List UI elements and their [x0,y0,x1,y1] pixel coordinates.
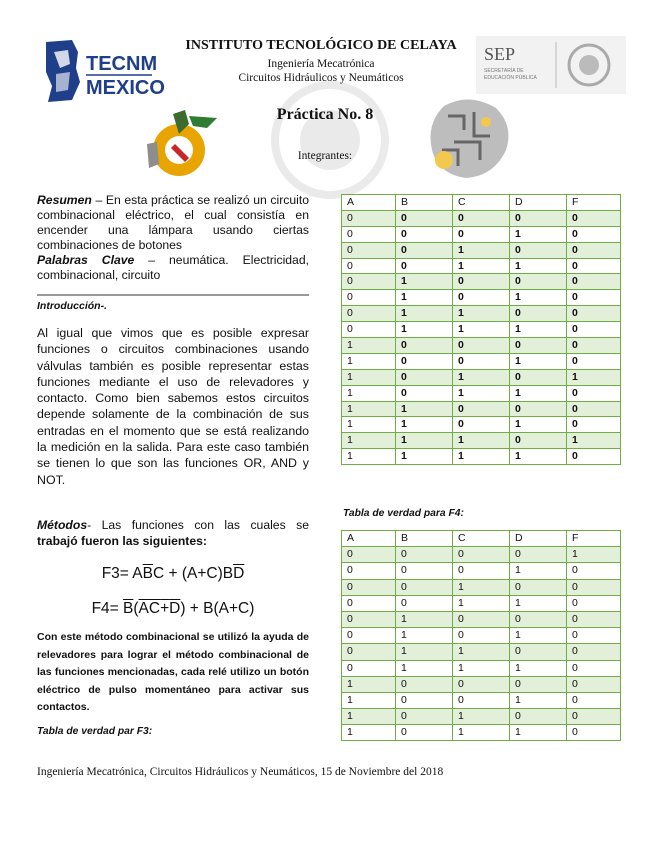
table-row [342,290,621,306]
table-cell: 1 [453,369,510,385]
table-cell: 0 [510,611,567,627]
table-cell: 0 [342,322,396,338]
table-cell: 0 [567,563,621,579]
table-cell: 0 [567,725,621,741]
table-cell: 0 [396,258,453,274]
methods-text: - Las funciones con las cuales se [87,518,309,532]
table-cell: 0 [567,644,621,660]
table-row [342,258,621,274]
section-divider [37,294,309,296]
table-cell: 1 [453,725,510,741]
table-cell: 1 [510,290,567,306]
table-cell: 0 [342,258,396,274]
table-cell: 1 [453,644,510,660]
table-cell: 0 [567,242,621,258]
table-cell: 0 [453,226,510,242]
table-cell: 0 [567,579,621,595]
table-cell: 1 [342,449,396,465]
table-cell: 0 [396,338,453,354]
abstract-text: – En esta práctica se realizó un circuito combinacional eléctrico, el cual consistía en encender una lámpara usando ciertas combinaciones de botones [37,193,309,252]
table-cell: 1 [342,417,396,433]
table-cell: 0 [453,338,510,354]
table-cell: 0 [453,274,510,290]
introduction-body: Al igual que vimos que es posible expresar funciones o circuitos combinaciones usando válvulas también es posible representar estas funciones mediante el uso de relevadores y contacto. Como bien sabemos estos circuitos depende solamente de la combinación de sus entradas en el momento que se está realizando la medición en la salida. Para este caso también se tienen lo que son las funciones OR, AND y NOT. [37,326,309,487]
table-cell: 1 [453,579,510,595]
table-row [342,692,621,708]
table-row [342,628,621,644]
table-cell: 0 [396,369,453,385]
table-cell: 1 [453,385,510,401]
table-row [342,595,621,611]
equation-f4: $F4= \overline{B}(AC+D) + B(A+C)$ [91,600,255,617]
table-cell: 0 [510,242,567,258]
table-cell: 0 [396,547,453,563]
table-row [342,322,621,338]
header-cell: C [453,195,510,211]
header-cell: F [567,531,621,547]
table-cell: 0 [342,628,396,644]
practice-title: Práctica No. 8 [276,106,374,123]
table-row [342,725,621,741]
methods-text-bold: trabajó fueron las siguientes: [37,534,207,548]
table-cell: 1 [510,628,567,644]
table-cell: 0 [342,290,396,306]
table-cell: 0 [396,595,453,611]
table-cell: 1 [453,433,510,449]
table-cell: 0 [567,306,621,322]
table-cell: 0 [453,401,510,417]
table-row [342,563,621,579]
table-cell: 0 [567,322,621,338]
table-cell: 0 [342,210,396,226]
table-cell: 0 [453,547,510,563]
table-cell: 1 [342,353,396,369]
table-cell: 0 [567,385,621,401]
table-cell: 1 [567,369,621,385]
table-cell: 0 [396,676,453,692]
table-row [342,449,621,465]
table-cell: 1 [396,306,453,322]
table-cell: 1 [567,433,621,449]
keywords-label: Palabras Clave [37,253,135,267]
table-cell: 1 [396,433,453,449]
header-cell: B [396,195,453,211]
table-row [342,226,621,242]
table-cell: 1 [510,449,567,465]
table-cell: 1 [396,660,453,676]
methods-intro [37,517,309,549]
course-name: Circuitos Hidráulicos y Neumáticos [238,72,404,84]
table-cell: 0 [510,433,567,449]
table-cell: 1 [453,322,510,338]
table-cell: 0 [567,258,621,274]
table-cell: 0 [567,226,621,242]
table-cell: 1 [453,449,510,465]
table-cell: 0 [453,628,510,644]
institute-title: INSTITUTO TECNOLÓGICO DE CELAYA [185,38,457,53]
table-cell: 1 [342,401,396,417]
table-cell: 0 [342,226,396,242]
table-row [342,353,621,369]
table-cell: 0 [453,210,510,226]
table-cell: 1 [342,433,396,449]
header-cell: B [396,531,453,547]
watermark-seal [250,80,410,200]
table-cell: 0 [342,579,396,595]
table-cell: 0 [567,676,621,692]
keywords-text: – neumática. Electricidad, combinacional, circuito [37,253,309,282]
table-cell: 1 [510,725,567,741]
table-row [342,274,621,290]
table-cell: 0 [342,660,396,676]
table-cell: 1 [396,628,453,644]
table-cell: 0 [453,611,510,627]
table-cell: 0 [510,579,567,595]
table-row [342,611,621,627]
table-cell: 0 [396,725,453,741]
table-cell: 0 [396,692,453,708]
table-cell: 0 [396,579,453,595]
table-cell: 1 [342,385,396,401]
svg-text:EDUCACIÓN PÚBLICA: EDUCACIÓN PÚBLICA [484,75,537,81]
table-row [342,660,621,676]
table-cell: 0 [567,595,621,611]
table-cell: 0 [510,401,567,417]
table-cell: 0 [567,290,621,306]
table-cell: 1 [396,449,453,465]
table-row [342,579,621,595]
table-cell: 0 [453,692,510,708]
table-cell: 0 [567,338,621,354]
table-row [342,709,621,725]
table-row [342,547,621,563]
methods-description: Con este método combinacional se utilizó la ayuda de relevadores para lograr el método combinacional de las funciones mencionadas, cada relé utilizo un botón eléctrico de pulso momentáneo para activar sus contactos. [37,631,309,714]
table-cell: 0 [567,449,621,465]
methods-label: Métodos [37,518,88,532]
table-cell: 0 [342,547,396,563]
table-cell: 0 [396,385,453,401]
table-row [342,417,621,433]
table-cell: 1 [342,725,396,741]
table-cell: 0 [567,274,621,290]
sep-logo [476,36,626,94]
table-cell: 1 [396,417,453,433]
table-cell: 0 [453,417,510,433]
table-cell: 0 [453,563,510,579]
table-row [342,242,621,258]
table-cell: 1 [342,338,396,354]
table-cell: 0 [396,709,453,725]
table-cell: 0 [510,644,567,660]
header-cell: D [510,195,567,211]
table-cell: 1 [510,660,567,676]
table-cell: 0 [396,353,453,369]
header-cell: A [342,531,396,547]
table-cell: 0 [396,563,453,579]
svg-text:SEP: SEP [484,44,516,64]
header-cell: C [453,531,510,547]
table-row [342,676,621,692]
table-cell: 1 [567,547,621,563]
table-cell: 1 [453,242,510,258]
table-cell: 1 [396,290,453,306]
table-cell: 1 [453,258,510,274]
table-cell: 0 [510,210,567,226]
truth-table-f3 [341,194,621,465]
table-cell: 0 [342,563,396,579]
table-header-row [342,531,621,547]
abstract [37,193,309,283]
table-cell: 0 [567,417,621,433]
table-cell: 0 [342,644,396,660]
table-cell: 1 [396,611,453,627]
table-cell: 0 [342,611,396,627]
table-cell: 1 [396,274,453,290]
table-row [342,385,621,401]
table-cell: 0 [396,242,453,258]
table-cell: 0 [567,628,621,644]
table-cell: 1 [342,709,396,725]
table-cell: 1 [453,709,510,725]
table-row [342,210,621,226]
table-cell: 1 [510,353,567,369]
table-cell: 0 [567,353,621,369]
table-row [342,401,621,417]
table-cell: 1 [510,258,567,274]
introduction-heading: Introducción-. [37,300,107,312]
caption-table-f3: Tabla de verdad par F3: [37,726,153,737]
table-row [342,369,621,385]
truth-table-f4 [341,530,621,741]
abstract-label: Resumen [37,193,92,207]
table-cell: 0 [510,274,567,290]
table-cell: 0 [453,353,510,369]
header-cell: D [510,531,567,547]
svg-text:TECNM: TECNM [86,53,158,75]
table-cell: 0 [342,595,396,611]
svg-text:SECRETARÍA DE: SECRETARÍA DE [484,68,524,74]
table-cell: 0 [396,226,453,242]
table-header-row [342,195,621,211]
table-cell: 0 [567,611,621,627]
table-cell: 1 [396,644,453,660]
circuit-brain-logo [424,96,514,182]
table-cell: 0 [567,709,621,725]
table-cell: 1 [453,595,510,611]
table-cell: 0 [567,692,621,708]
table-cell: 1 [510,322,567,338]
table-cell: 0 [396,210,453,226]
caption-table-f4: Tabla de verdad para F4: [343,508,464,519]
gear-wrench-logo [145,104,225,184]
table-cell: 0 [510,547,567,563]
table-cell: 1 [342,369,396,385]
header-cell: F [567,195,621,211]
page-footer: Ingeniería Mecatrónica, Circuitos Hidráulicos y Neumáticos, 15 de Noviembre del 2018 [37,766,444,778]
table-row [342,433,621,449]
table-cell: 1 [510,692,567,708]
table-cell: 0 [510,306,567,322]
table-cell: 0 [510,338,567,354]
table-row [342,644,621,660]
table-cell: 1 [510,595,567,611]
table-cell: 1 [510,385,567,401]
career-name: Ingeniería Mecatrónica [267,58,375,70]
table-cell: 0 [342,306,396,322]
table-row [342,306,621,322]
members-label: Integrantes: [297,150,353,162]
table-cell: 0 [510,709,567,725]
table-cell: 0 [453,290,510,306]
table-cell: 1 [510,417,567,433]
table-cell: 0 [567,660,621,676]
table-row [342,338,621,354]
table-cell: 1 [396,322,453,338]
table-cell: 0 [342,242,396,258]
table-cell: 0 [510,676,567,692]
equation-f3: $F3= A\overline{B}C + (A+C)B\overline{D}$ [101,565,245,582]
tecnm-logo [42,38,165,106]
table-cell: 1 [396,401,453,417]
table-cell: 1 [510,563,567,579]
table-cell: 0 [567,401,621,417]
table-cell: 0 [342,274,396,290]
table-cell: 1 [342,676,396,692]
table-cell: 1 [453,660,510,676]
table-cell: 1 [453,306,510,322]
svg-text:MEXICO: MEXICO [86,77,165,99]
table-cell: 1 [510,226,567,242]
table-cell: 1 [342,692,396,708]
header-cell: A [342,195,396,211]
table-cell: 0 [510,369,567,385]
table-cell: 0 [567,210,621,226]
table-cell: 0 [453,676,510,692]
